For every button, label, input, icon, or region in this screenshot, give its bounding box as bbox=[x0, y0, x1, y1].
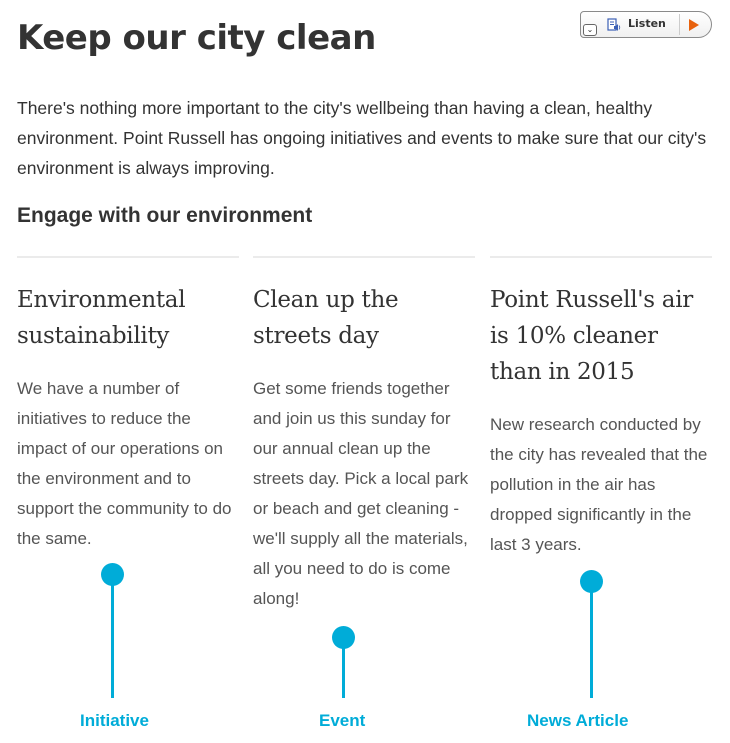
pin-line bbox=[111, 580, 114, 698]
listen-label: Listen bbox=[628, 17, 666, 30]
card-initiative bbox=[17, 256, 239, 554]
divider bbox=[679, 14, 680, 35]
divider bbox=[490, 256, 712, 258]
pin-line bbox=[590, 586, 593, 698]
section-heading: Engage with our environment bbox=[17, 204, 313, 227]
card-event bbox=[253, 256, 475, 614]
card-body: New research conducted by the city has revealed that the pollution in the air has dropped significantly in the last 3 years. bbox=[490, 415, 708, 554]
intro-paragraph: There's nothing more important to the city's wellbeing than having a clean, healthy environment. Point Russell has ongoing initiatives and events to make sure that our city's environment is always improving. bbox=[17, 98, 707, 178]
divider bbox=[17, 256, 239, 258]
card-title[interactable]: Environmental sustainability bbox=[17, 287, 186, 349]
card-title[interactable]: Point Russell's air is 10% cleaner than in 2015 bbox=[490, 287, 693, 385]
pin-line bbox=[342, 642, 345, 698]
annotation-label: Initiative bbox=[80, 711, 149, 730]
divider bbox=[253, 256, 475, 258]
card-body: Get some friends together and join us this sunday for our annual clean up the streets day. Pick a local park or beach and get cleaning - we'll supply all the materials, all you need to do is come along! bbox=[253, 379, 469, 608]
card-body: We have a number of initiatives to reduce the impact of our operations on the environment and to support the community to do the same. bbox=[17, 379, 232, 548]
card-news-article bbox=[490, 256, 712, 560]
card-title[interactable]: Clean up the streets day bbox=[253, 287, 399, 349]
speaker-icon bbox=[607, 18, 621, 32]
chevron-down-icon[interactable]: ⌄ bbox=[583, 24, 597, 36]
play-icon[interactable] bbox=[689, 19, 699, 31]
page-title: Keep our city clean bbox=[17, 18, 376, 58]
listen-button[interactable] bbox=[580, 11, 712, 38]
annotation-label: Event bbox=[319, 711, 366, 730]
annotation-label: News Article bbox=[527, 711, 629, 730]
